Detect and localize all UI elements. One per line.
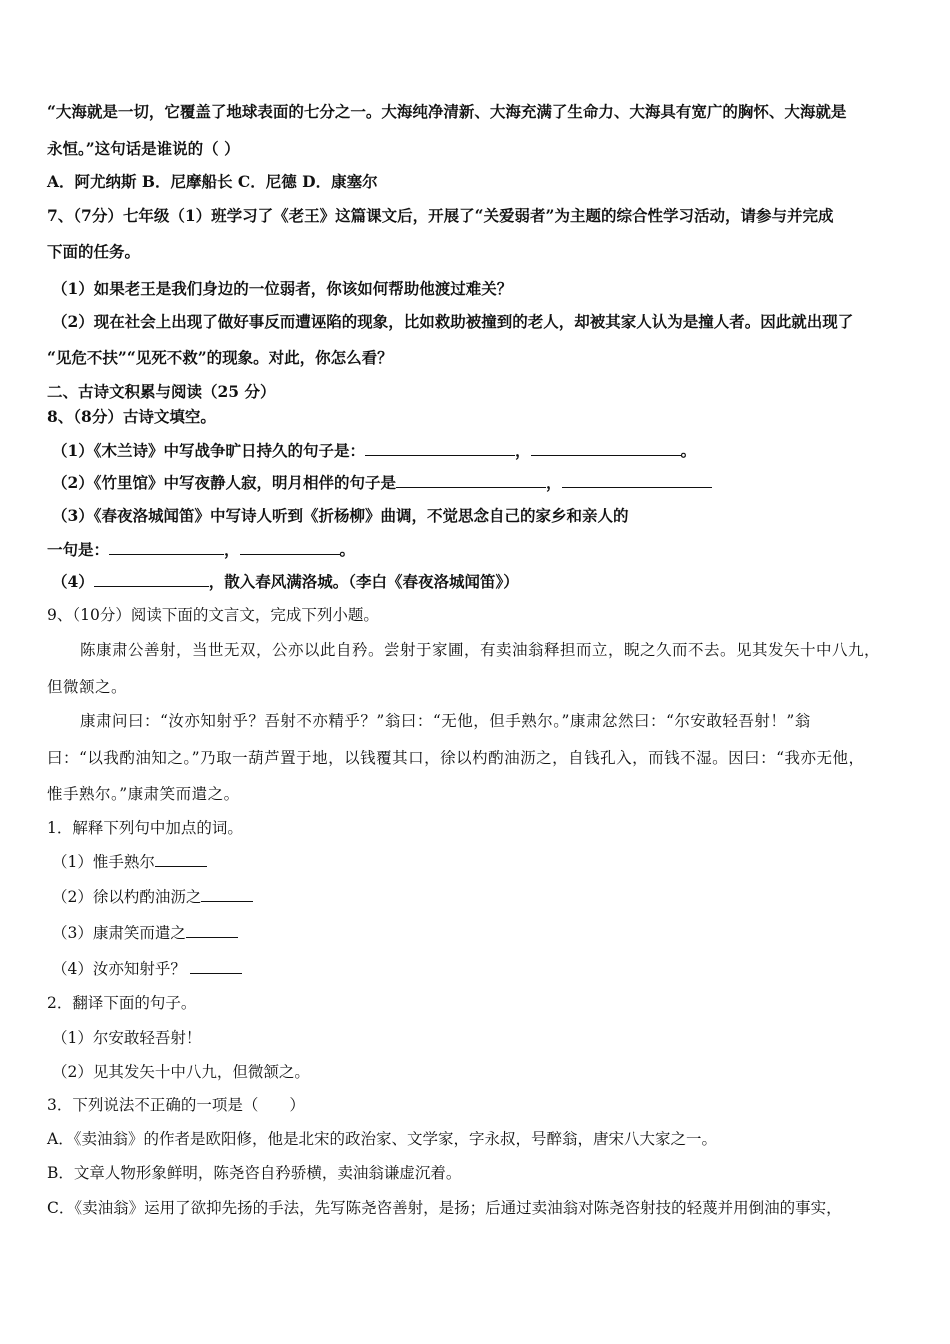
- answer-blank[interactable]: [531, 441, 681, 456]
- question-6-stem-line2: 永恒。”这句话是谁说的（ ）: [47, 139, 240, 158]
- comma: ，: [546, 473, 562, 492]
- passage-paragraph-2-line3: 惟手熟尔。”康肃笑而遣之。: [47, 785, 240, 803]
- subquestion-1-item-4: [52, 958, 242, 980]
- question-7-stem-line1: 7、（7分）七年级（1）班学习了《老王》这篇课文后，开展了“关爱弱者”为主题的综合性学习活动，请参与并完成: [47, 206, 834, 225]
- subquestion-3-option-c: C．《卖油翁》运用了欲抑先扬的手法，先写陈尧咨善射，是扬；后通过卖油翁对陈尧咨射技的轻蔑并用倒油的事实，: [47, 1199, 842, 1217]
- subquestion-3-stem: 3．下列说法不正确的一项是（ ）: [47, 1096, 305, 1114]
- answer-blank[interactable]: [240, 540, 340, 555]
- answer-blank[interactable]: [94, 572, 209, 587]
- question-8-item-4-number: （4）: [52, 572, 94, 591]
- answer-blank[interactable]: [190, 959, 242, 974]
- answer-blank[interactable]: [109, 540, 224, 555]
- question-8-stem: 8、（8分）古诗文填空。: [47, 407, 216, 426]
- passage-paragraph-1-line2: 但微颔之。: [47, 678, 128, 696]
- question-8-item-3-line2: [47, 539, 355, 561]
- subquestion-2-stem: 2．翻译下面的句子。: [47, 994, 197, 1012]
- question-6-stem-line1: “大海就是一切，它覆盖了地球表面的七分之一。大海纯净清新、大海充满了生命力、大海具有宽广的胸怀、大海就是: [47, 102, 847, 121]
- question-7-task-2-line1: （2）现在社会上出现了做好事反而遭诬陷的现象，比如救助被撞到的老人，却被其家人认为是撞人者。因此就出现了: [52, 312, 854, 331]
- question-7-task-1: （1）如果老王是我们身边的一位弱者，你该如何帮助他渡过难关？: [52, 279, 513, 298]
- section-2-heading: 二、古诗文积累与阅读（25 分）: [47, 382, 276, 401]
- question-7-task-2-line2: “见危不扶”“见死不救”的现象。对此，你怎么看？: [47, 348, 393, 367]
- question-8-item-2: [52, 472, 712, 494]
- subquestion-1-item-2: [52, 886, 253, 908]
- passage-paragraph-2-line2: 曰：“以我酌油知之。”乃取一葫芦置于地，以钱覆其口，徐以杓酌油沥之，自钱孔入，而钱不湿。因曰：“我亦无他，: [47, 749, 865, 767]
- period: 。: [339, 540, 356, 559]
- subquestion-1-item-1-text: （1）惟手熟尔: [52, 853, 155, 871]
- answer-blank[interactable]: [201, 887, 253, 902]
- question-7-stem-line2: 下面的任务。: [47, 242, 141, 261]
- question-8-item-4: [52, 571, 519, 593]
- subquestion-1-item-3-text: （3）康肃笑而遣之: [52, 924, 186, 942]
- subquestion-3-option-a: A．《卖油翁》的作者是欧阳修，他是北宋的政治家、文学家，字永叔，号醉翁，唐宋八大家之一。: [47, 1130, 717, 1148]
- passage-paragraph-2-line1: 康肃问曰：“汝亦知射乎？吾射不亦精乎？”翁曰：“无他，但手熟尔。”康肃忿然曰：“尔安敢轻吾射！”翁: [80, 712, 811, 730]
- subquestion-2-item-2: （2）见其发矢十中八九，但微颔之。: [52, 1063, 310, 1081]
- answer-blank[interactable]: [365, 441, 515, 456]
- question-8-item-2-text: （2）《竹里馆》中写夜静人寂，明月相伴的句子是: [52, 473, 397, 492]
- question-8-item-3-text: 一句是：: [47, 540, 110, 559]
- answer-blank[interactable]: [155, 852, 207, 867]
- answer-blank[interactable]: [396, 473, 546, 488]
- comma: ，: [224, 540, 240, 559]
- question-9-stem: 9、（10分）阅读下面的文言文，完成下列小题。: [47, 606, 379, 624]
- question-8-item-4-text: ，散入春风满洛城。（李白《春夜洛城闻笛》）: [208, 572, 519, 591]
- question-8-item-3-line1: （3）《春夜洛城闻笛》中写诗人听到《折杨柳》曲调，不觉思念自己的家乡和亲人的: [52, 506, 629, 525]
- subquestion-3-option-b: B．文章人物形象鲜明，陈尧咨自矜骄横，卖油翁谦虚沉着。: [47, 1164, 462, 1182]
- question-8-item-1-text: （1）《木兰诗》中写战争旷日持久的句子是：: [52, 441, 366, 460]
- subquestion-1-stem: 1．解释下列句中加点的词。: [47, 819, 243, 837]
- period: 。: [680, 441, 697, 460]
- subquestion-2-item-1: （1）尔安敢轻吾射！: [52, 1029, 202, 1047]
- answer-blank[interactable]: [186, 923, 238, 938]
- subquestion-1-item-1: [52, 851, 207, 873]
- subquestion-1-item-3: [52, 922, 238, 944]
- question-8-item-1: [52, 440, 696, 462]
- subquestion-1-item-4-text: （4）汝亦知射乎？: [52, 960, 186, 978]
- question-6-options: A．阿尤纳斯 B．尼摩船长 C．尼德 D．康塞尔: [47, 172, 378, 191]
- subquestion-1-item-2-text: （2）徐以杓酌油沥之: [52, 888, 202, 906]
- passage-paragraph-1-line1: 陈康肃公善射，当世无双，公亦以此自矜。尝射于家圃，有卖油翁释担而立，睨之久而不去。见其发矢十中八九，: [80, 641, 881, 659]
- comma: ，: [515, 441, 531, 460]
- answer-blank[interactable]: [562, 473, 712, 488]
